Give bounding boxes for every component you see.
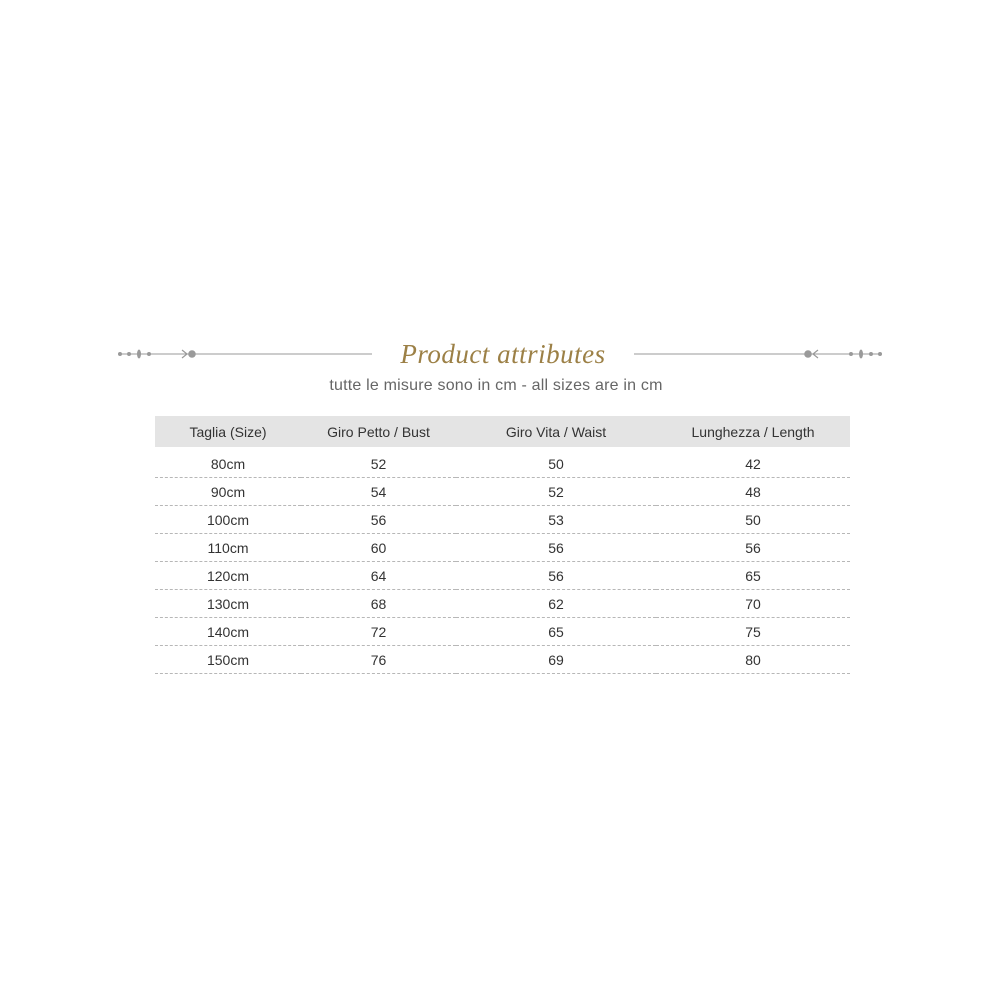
- bust-cell: 56: [301, 506, 456, 534]
- waist-cell: 65: [456, 618, 656, 646]
- bust-cell: 64: [301, 562, 456, 590]
- table-row: [155, 506, 850, 534]
- column-header-waist: Giro Vita / Waist: [456, 414, 656, 447]
- waist-cell: 56: [456, 562, 656, 590]
- size-cell: 150cm: [155, 646, 301, 674]
- size-cell: 100cm: [155, 506, 301, 534]
- bust-cell: 52: [301, 447, 456, 478]
- column-header-bust: Giro Petto / Bust: [301, 414, 456, 447]
- bust-cell: 72: [301, 618, 456, 646]
- waist-cell: 53: [456, 506, 656, 534]
- length-cell: 50: [656, 506, 850, 534]
- waist-cell: 56: [456, 534, 656, 562]
- column-header-length: Lunghezza / Length: [656, 414, 850, 447]
- size-chart-table: [155, 412, 850, 674]
- title-row: [0, 333, 1000, 375]
- size-cell: 120cm: [155, 562, 301, 590]
- length-cell: 48: [656, 478, 850, 506]
- column-header-size: Taglia (Size): [155, 414, 301, 447]
- bust-cell: 76: [301, 646, 456, 674]
- length-cell: 70: [656, 590, 850, 618]
- page-title: Product attributes: [400, 339, 606, 369]
- length-cell: 42: [656, 447, 850, 478]
- right-ornament-icon: [634, 333, 884, 375]
- size-cell: 130cm: [155, 590, 301, 618]
- table-row: [155, 534, 850, 562]
- table-row: [155, 447, 850, 478]
- table-row: [155, 562, 850, 590]
- waist-cell: 69: [456, 646, 656, 674]
- length-cell: 75: [656, 618, 850, 646]
- length-cell: 65: [656, 562, 850, 590]
- page-subtitle: tutte le misure sono in cm - all sizes are in cm: [329, 377, 663, 394]
- table-row: [155, 646, 850, 674]
- bust-cell: 60: [301, 534, 456, 562]
- bust-cell: 54: [301, 478, 456, 506]
- waist-cell: 52: [456, 478, 656, 506]
- length-cell: 80: [656, 646, 850, 674]
- size-cell: 80cm: [155, 447, 301, 478]
- waist-cell: 62: [456, 590, 656, 618]
- length-cell: 56: [656, 534, 850, 562]
- size-cell: 110cm: [155, 534, 301, 562]
- bust-cell: 68: [301, 590, 456, 618]
- table-header-row: [155, 414, 850, 447]
- size-cell: 140cm: [155, 618, 301, 646]
- waist-cell: 50: [456, 447, 656, 478]
- size-cell: 90cm: [155, 478, 301, 506]
- left-ornament-icon: [116, 333, 372, 375]
- table-row: [155, 618, 850, 646]
- table-row: [155, 478, 850, 506]
- table-row: [155, 590, 850, 618]
